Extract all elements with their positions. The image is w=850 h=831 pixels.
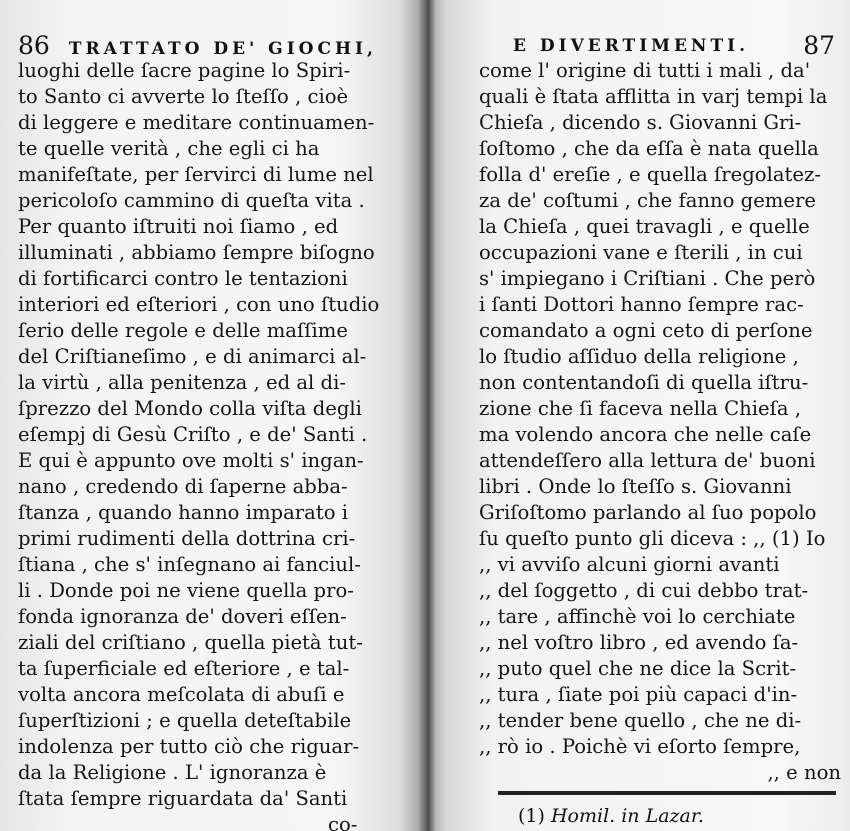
text-line: fonda ignoranza de' doveri eſſen- [18, 605, 347, 628]
footnote-rule [498, 791, 836, 795]
text-line: luoghi delle ſacre pagine lo Spiri- [18, 59, 351, 82]
text-line: Per quanto iſtruiti noi ſiamo , ed [18, 215, 339, 238]
text-line: ma volendo ancora che nelle caſe [479, 423, 812, 446]
text-line: li . Donde poi ne viene quella pro- [18, 579, 354, 602]
text-line: ,, vi avviſo alcuni giorni avanti [479, 553, 780, 576]
text-line: occupazioni vane e ſterili , in cui [479, 241, 803, 264]
text-line: ,, puto quel che ne dice la Scrit- [479, 657, 797, 680]
text-line: te quelle verità , che egli ci ha [18, 137, 320, 160]
text-line: folla d' ereſie , e quella ſregolatez- [479, 163, 821, 186]
text-line: volta ancora meſcolata di abuſi e [18, 683, 345, 706]
text-line: co- [328, 813, 358, 831]
text-line: ,, e non [767, 761, 841, 784]
footnote-text: Homil. in Lazar. [550, 805, 704, 827]
text-line: la Chieſa , quei travagli , e quelle [479, 215, 810, 238]
text-line: i ſanti Dottori hanno ſempre rac- [479, 293, 804, 316]
text-line: indolenza per tutto ciò che riguar- [18, 735, 360, 758]
page-number-right: 87 [803, 31, 835, 60]
text-line: comandato a ogni ceto di perſone [479, 319, 813, 342]
text-line: pericoloſo cammino di queſta vita . [18, 189, 365, 212]
text-line: ,, nel voſtro libro , ed avendo ſa- [479, 631, 799, 654]
text-line: di fortificarci contro le tentazioni [18, 267, 348, 290]
running-title-left: TRATTATO DE' GIOCHI, [68, 39, 377, 59]
text-line: Chieſa , dicendo s. Giovanni Gri- [479, 111, 802, 134]
text-line: E qui è appunto ove molti s' ingan- [18, 449, 364, 472]
running-title-right: E DIVERTIMENTI. [513, 36, 749, 56]
text-line: del Criſtianeſimo , e di animarci al- [18, 345, 367, 368]
text-line: manifeſtate, per ſervirci di lume nel [18, 163, 374, 186]
text-line: ,, tare , affinchè voi lo cerchiate [479, 605, 796, 628]
text-line: ziali del criſtiano , quella pietà tut- [18, 631, 363, 654]
footnote [518, 802, 704, 830]
text-line: illuminati , abbiamo ſempre biſogno [18, 241, 375, 264]
text-line: da la Religione . L' ignoranza è [18, 761, 327, 784]
text-line: s' impiegano i Criſtiani . Che però [479, 267, 816, 290]
text-line: interiori ed eſteriori , con uno ſtudio [18, 293, 380, 316]
page-number-left: 86 [18, 31, 50, 60]
text-line: lo ſtudio aſſiduo della religione , [479, 345, 799, 368]
text-line: ,, tura , ſiate poi più capaci d'in- [479, 683, 798, 706]
text-line: come l' origine di tutti i mali , da' [479, 59, 811, 82]
text-line: ſu queſto punto gli diceva : ,, (1) Io [479, 527, 826, 550]
text-line: eſempj di Gesù Criſto , e de' Santi . [18, 423, 368, 446]
text-line: ,, del ſoggetto , di cui debbo trat- [479, 579, 809, 602]
book-gutter [418, 0, 436, 831]
text-line: ſtanza , quando hanno imparato i [18, 501, 348, 524]
text-line: za de' coſtumi , che fanno gemere [479, 189, 816, 212]
text-line: libri . Onde lo ſteſſo s. Giovanni [479, 475, 792, 498]
text-line: ,, rò io . Poichè vi eſorto ſempre, [479, 735, 801, 758]
text-line: di leggere e meditare continuamen- [18, 111, 375, 134]
text-line: nano , credendo di ſaperne abba- [18, 475, 348, 498]
left-page-text [18, 58, 390, 831]
text-line: ſtata ſempre riguardata da' Santi [18, 787, 348, 810]
text-line: ,, tender bene quello , che ne di- [479, 709, 802, 732]
text-line: quali è ſtata afflitta in varj tempi la [479, 85, 828, 108]
right-page-text [479, 58, 841, 786]
text-line: ta ſuperficiale ed eſteriore , e tal- [18, 657, 350, 680]
text-line: zione che ſi faceva nella Chieſa , [479, 397, 801, 420]
text-line: ſoſtomo , che da eſſa è nata quella [479, 137, 819, 160]
text-line: to Santo ci avverte lo ſteſſo , cioè [18, 85, 349, 108]
text-line: la virtù , alla penitenza , ed al di- [18, 371, 346, 394]
text-line: ſtiana , che s' inſegnano ai fanciul- [18, 553, 361, 576]
text-line: Griſoſtomo parlando al ſuo popolo [479, 501, 817, 524]
right-page [435, 0, 850, 831]
text-line: attendeſſero alla lettura de' buoni [479, 449, 816, 472]
text-line: non contentandoſi di quella iſtru- [479, 371, 809, 394]
text-line: ſuperſtizioni ; e quella deteſtabile [18, 709, 352, 732]
text-line: primi rudimenti della dottrina cri- [18, 527, 356, 550]
text-line: ſerio delle regole e delle maſſime [18, 319, 348, 342]
footnote-marker: (1) [518, 805, 545, 827]
left-page [0, 0, 420, 831]
text-line: ſprezzo del Mondo colla viſta degli [18, 397, 362, 420]
